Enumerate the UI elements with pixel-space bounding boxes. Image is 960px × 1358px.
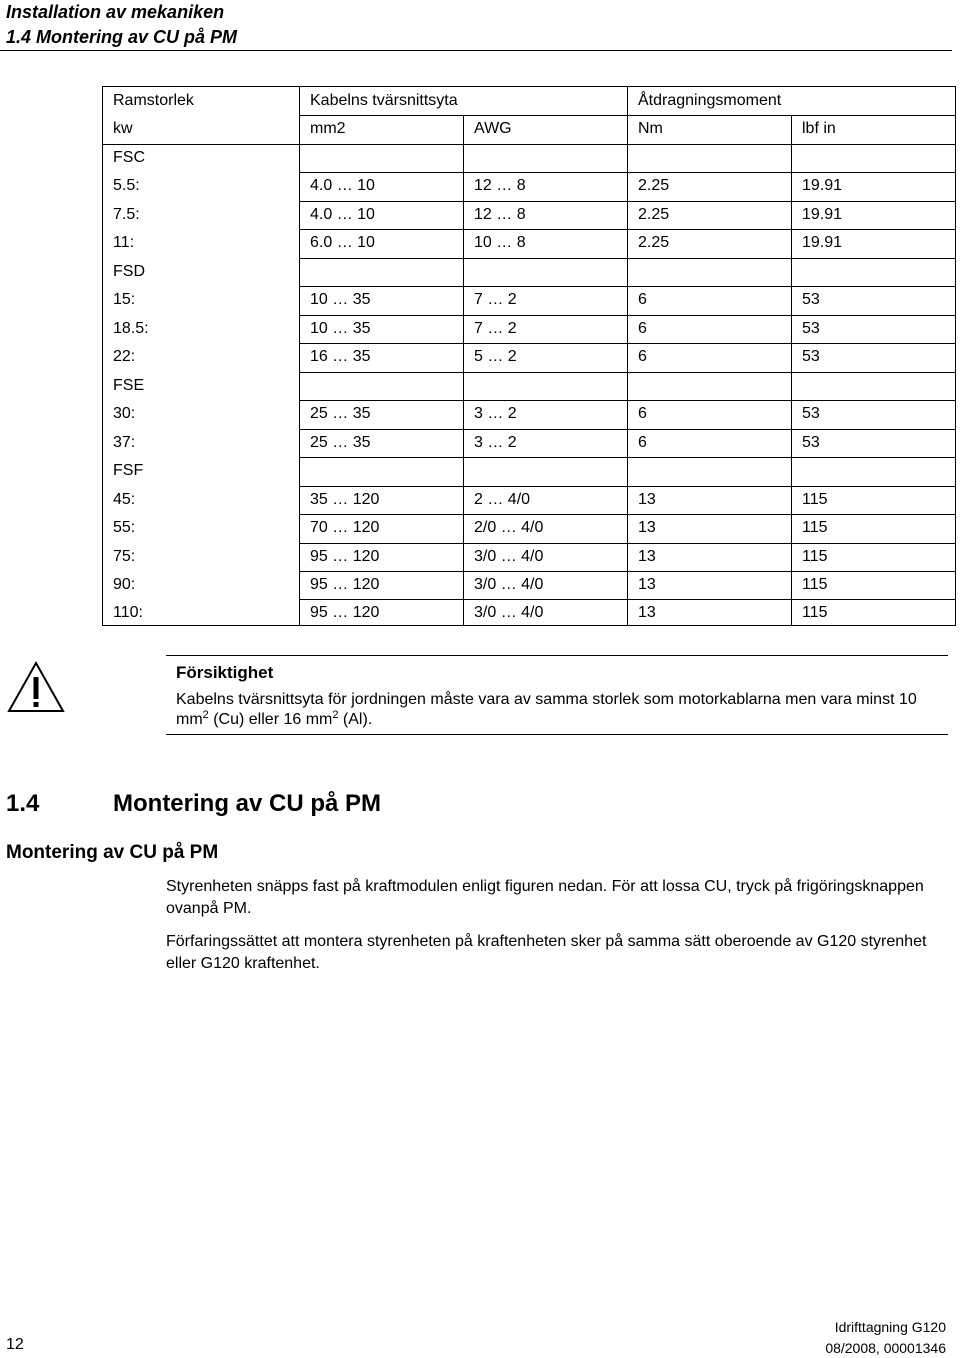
footer-doc-title: Idrifttagning G120 bbox=[834, 1319, 946, 1335]
table-cell: 13 bbox=[638, 547, 656, 565]
table-cell: 15: bbox=[113, 291, 136, 309]
table-cell: 2.25 bbox=[638, 205, 670, 223]
table-cell: 12 … 8 bbox=[474, 205, 526, 223]
caution-text-part3: (Al). bbox=[338, 711, 373, 728]
paragraph-1: Styrenheten snäpps fast på kraftmodulen enligt figuren nedan. För att lossa CU, tryck på frigöringsknappen ovanpå PM. bbox=[166, 878, 924, 917]
frame-group-label: FSF bbox=[113, 462, 144, 480]
table-cell: 3 … 2 bbox=[474, 433, 517, 451]
table-cell: 110: bbox=[113, 604, 143, 622]
table-cell: 95 … 120 bbox=[310, 575, 380, 593]
table-cell: 16 … 35 bbox=[310, 348, 371, 366]
table-cell: 3/0 … 4/0 bbox=[474, 604, 544, 622]
caution-text bbox=[176, 690, 946, 730]
header-torque: Åtdragningsmoment bbox=[638, 92, 782, 109]
table-cell: 3/0 … 4/0 bbox=[474, 575, 544, 593]
table-cell: 2.25 bbox=[638, 234, 670, 252]
table-cell: 2/0 … 4/0 bbox=[474, 519, 544, 537]
header-cross-section: Kabelns tvärsnittsyta bbox=[310, 92, 458, 109]
table-cell: 12 … 8 bbox=[474, 177, 526, 195]
page-number: 12 bbox=[6, 1336, 24, 1353]
table-col-divider bbox=[627, 87, 628, 625]
header-unit: lbf in bbox=[802, 120, 836, 138]
caution-notice bbox=[166, 655, 948, 735]
table-cell: 115 bbox=[802, 604, 828, 622]
table-cell: 5.5: bbox=[113, 177, 140, 195]
table-cell: 6 bbox=[638, 405, 647, 423]
table-cell: 13 bbox=[638, 604, 656, 622]
table-cell: 6.0 … 10 bbox=[310, 234, 375, 252]
table-cell: 4.0 … 10 bbox=[310, 205, 375, 223]
table-cell: 18.5: bbox=[113, 319, 149, 337]
table-cell: 10 … 8 bbox=[474, 234, 526, 252]
table-cell: 53 bbox=[802, 348, 820, 366]
table-cell: 11: bbox=[113, 234, 135, 252]
table-cell: 115 bbox=[802, 490, 828, 508]
frame-group-label: FSD bbox=[113, 262, 145, 280]
table-cell: 115 bbox=[802, 547, 828, 565]
table-cell: 30: bbox=[113, 405, 136, 423]
table-cell: 19.91 bbox=[802, 177, 843, 195]
table-cell: 53 bbox=[802, 291, 820, 309]
section-title-header: 1.4 Montering av CU på PM bbox=[6, 27, 238, 47]
header-frame-size: Ramstorlek bbox=[113, 92, 194, 109]
table-cell: 75: bbox=[113, 547, 136, 565]
table-cell: 25 … 35 bbox=[310, 433, 371, 451]
table-cell: 13 bbox=[638, 519, 656, 537]
table-cell: 95 … 120 bbox=[310, 547, 380, 565]
table-cell: 13 bbox=[638, 490, 656, 508]
table-row-divider bbox=[103, 144, 955, 145]
table-cell: 6 bbox=[638, 291, 647, 309]
table-cell: 10 … 35 bbox=[310, 291, 371, 309]
table-cell: 3 … 2 bbox=[474, 405, 517, 423]
paragraph-2: Förfaringssättet att montera styrenheten på kraftenheten sker på samma sätt oberoende av G120 styrenhet eller G120 kraftenhet. bbox=[166, 933, 927, 972]
table-cell: 2 … 4/0 bbox=[474, 490, 531, 508]
table-cell: 4.0 … 10 bbox=[310, 177, 375, 195]
header-divider bbox=[0, 50, 952, 51]
table-col-divider bbox=[463, 115, 464, 625]
table-cell: 35 … 120 bbox=[310, 490, 380, 508]
table-cell: 6 bbox=[638, 433, 647, 451]
table-col-divider bbox=[791, 115, 792, 625]
header-unit: AWG bbox=[474, 120, 512, 138]
table-cell: 7.5: bbox=[113, 205, 140, 223]
table-cell: 6 bbox=[638, 319, 647, 337]
caution-title: Försiktighet bbox=[176, 663, 274, 682]
table-cell: 37: bbox=[113, 433, 136, 451]
header-unit: kw bbox=[113, 120, 133, 138]
table-cell: 53 bbox=[802, 319, 820, 337]
table-cell: 70 … 120 bbox=[310, 519, 380, 537]
table-cell: 19.91 bbox=[802, 205, 843, 223]
frame-group-label: FSC bbox=[113, 148, 145, 166]
table-cell: 53 bbox=[802, 433, 820, 451]
section-number: 1.4 bbox=[6, 790, 40, 817]
caution-text-part2: (Cu) eller 16 mm bbox=[208, 711, 333, 728]
table-cell: 7 … 2 bbox=[474, 319, 517, 337]
table-cell: 115 bbox=[802, 519, 828, 537]
table-cell: 6 bbox=[638, 348, 647, 366]
caution-text-part1: Kabelns tvärsnittsyta för jordningen måste vara av samma storlek som motorkablarna men vara minst 10 mm bbox=[176, 691, 917, 728]
table-cell: 3/0 … 4/0 bbox=[474, 547, 544, 565]
warning-triangle-icon bbox=[6, 660, 66, 714]
table-cell: 10 … 35 bbox=[310, 319, 371, 337]
header-unit: mm2 bbox=[310, 120, 346, 138]
table-cell: 25 … 35 bbox=[310, 405, 371, 423]
table-cell: 19.91 bbox=[802, 234, 843, 252]
running-header bbox=[6, 0, 237, 50]
caution-sup2: 2 bbox=[332, 709, 339, 721]
table-cell: 13 bbox=[638, 575, 656, 593]
table-cell: 115 bbox=[802, 575, 828, 593]
table-cell: 90: bbox=[113, 575, 136, 593]
footer-doc-ref: 08/2008, 00001346 bbox=[825, 1340, 946, 1356]
table-cell: 45: bbox=[113, 490, 136, 508]
table-cell: 95 … 120 bbox=[310, 604, 380, 622]
frame-group-label: FSE bbox=[113, 376, 145, 394]
cable-spec-table bbox=[102, 86, 956, 626]
caution-sup1: 2 bbox=[202, 709, 209, 721]
table-cell: 22: bbox=[113, 348, 136, 366]
section-title: Montering av CU på PM bbox=[113, 790, 382, 817]
chapter-title: Installation av mekaniken bbox=[6, 2, 225, 22]
side-heading: Montering av CU på PM bbox=[6, 842, 219, 863]
table-cell: 53 bbox=[802, 405, 820, 423]
table-cell: 55: bbox=[113, 519, 136, 537]
table-cell: 2.25 bbox=[638, 177, 670, 195]
table-cell: 5 … 2 bbox=[474, 348, 517, 366]
table-col-divider bbox=[299, 87, 300, 625]
header-unit: Nm bbox=[638, 120, 663, 138]
table-cell: 7 … 2 bbox=[474, 291, 517, 309]
